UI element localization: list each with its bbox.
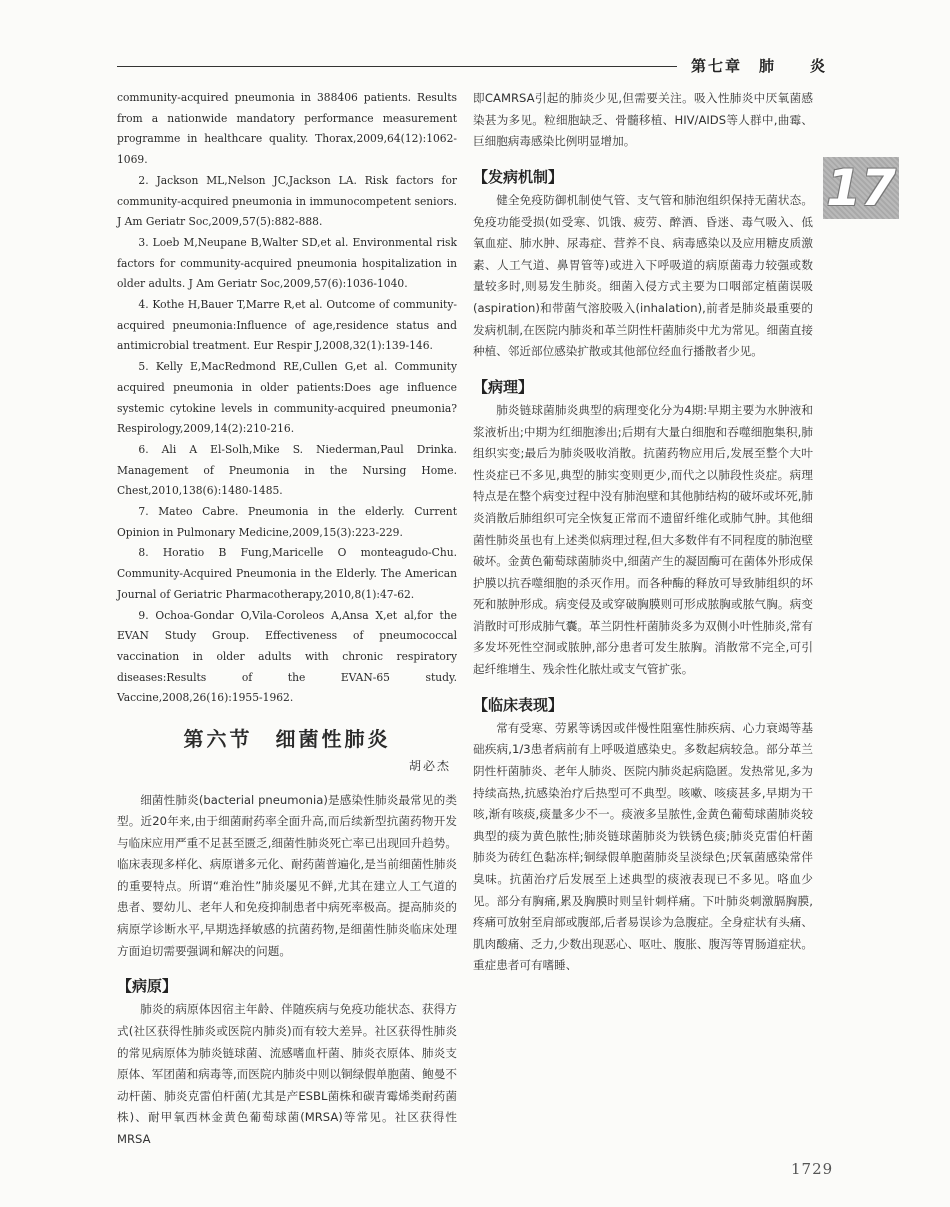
reference-item: 4. Kothe H,Bauer T,Marre R,et al. Outcome of community-acquired pneumonia:Influence of age,residence status and antimicrobial treatment. Eur Respir J,2008,32(1):139-146. <box>117 298 457 353</box>
etiology-heading: 【病原】 <box>117 977 178 996</box>
pathogenesis-heading: 【发病机制】 <box>473 167 564 186</box>
etiology-paragraph: 肺炎的病原体因宿主年龄、伴随疾病与免疫功能状态、获得方式(社区获得性肺炎或医院内肺炎)而有较大差异。社区获得性肺炎的常见病原体为肺炎链球菌、流感嗜血杆菌、肺炎衣原体、肺炎支原体、军团菌和病毒等,而医院内肺炎中则以铜绿假单胞菌、鲍曼不动杆菌、肺炎克雷伯杆菌(尤其是产ESBL菌株和碳青霉烯类耐药菌株)、耐甲氧西林金黄色葡萄球菌(MRSA)等常见。社区获得性MRSA <box>117 1002 457 1147</box>
chapter-tab <box>823 157 899 219</box>
left-column <box>117 88 457 1151</box>
right-column <box>473 88 813 977</box>
reference-item: 9. Ochoa-Gondar O,Vila-Coroleos A,Ansa X,et al,for the EVAN Study Group. Effectiveness of pneumococcal vaccination in older adults with chronic respiratory diseases:Results of the EVAN-65 study. Vaccine,2008,26(16):1955-1962. <box>117 608 457 705</box>
reference-item: 3. Loeb M,Neupane B,Walter SD,et al. Environmental risk factors for community-acquired pneumonia hospitalization in older adults. J Am Geriatr Soc,2009,57(6):1036-1040. <box>117 235 457 291</box>
reference-list <box>117 88 457 709</box>
reference-item: 7. Mateo Cabre. Pneumonia in the elderly. Current Opinion in Pulmonary Medicine,2009,15(3):223-229. <box>117 505 457 539</box>
reference-item: 5. Kelly E,MacRedmond RE,Cullen G,et al. Community acquired pneumonia in older patients:Does age influence systemic cytokine levels in community-acquired pneumonia? Respirology,2009,14(2):210-216. <box>117 360 457 436</box>
clinical-heading: 【临床表现】 <box>473 695 564 714</box>
section-title: 第六节 细菌性肺炎 <box>183 727 391 752</box>
running-head: 第七章 肺 炎 <box>690 57 827 75</box>
section-author: 胡必杰 <box>408 759 451 774</box>
reference-item: 6. Ali A El-Solh,Mike S. Niederman,Paul Drinka. Management of Pneumonia in the Nursing Home. Chest,2010,138(6):1480-1485. <box>117 442 457 498</box>
pathology-heading: 【病理】 <box>473 377 534 396</box>
reference-item: community-acquired pneumonia in 388406 patients. Results from a nationwide mandatory performance measurement programme in healthcare quality. Thorax,2009,64(12):1062-1069. <box>117 91 457 167</box>
reference-item: 8. Horatio B Fung,Maricelle O monteagudo-Chu. Community-Acquired Pneumonia in the Elderly. The American Journal of Geriatric Pharmacotherapy,2010,8(1):47-62. <box>117 546 457 601</box>
clinical-paragraph: 常有受寒、劳累等诱因或伴慢性阻塞性肺疾病、心力衰竭等基础疾病,1/3患者病前有上呼吸道感染史。多数起病较急。部分革兰阴性杆菌肺炎、老年人肺炎、医院内肺炎起病隐匿。发热常见,多为持续高热,抗感染治疗后热型可不典型。咳嗽、咳痰甚多,早期为干咳,渐有咳痰,痰量多少不一。痰液多呈脓性,金黄色葡萄球菌肺炎较典型的痰为黄色脓性;肺炎链球菌肺炎为铁锈色痰;肺炎克雷伯杆菌肺炎为砖红色黏冻样;铜绿假单胞菌肺炎呈淡绿色;厌氧菌感染常伴臭味。抗菌治疗后发展至上述典型的痰液表现已不多见。咯血少见。部分有胸痛,累及胸膜时则呈针刺样痛。下叶肺炎刺激膈胸膜,疼痛可放射至肩部或腹部,后者易误诊为急腹症。全身症状有头痛、肌肉酸痛、乏力,少数出现恶心、呕吐、腹胀、腹泻等胃肠道症状。重症患者可有嗜睡、 <box>473 720 813 973</box>
pathology-paragraph: 肺炎链球菌肺炎典型的病理变化分为4期:早期主要为水肿液和浆液析出;中期为红细胞渗出;后期有大量白细胞和吞噬细胞集积,肺组织实变;最后为肺炎吸收消散。抗菌药物应用后,发展至整个大叶性炎症已不多见,典型的肺实变则更少,而代之以肺段性炎症。病理特点是在整个病变过程中没有肺泡壁和其他肺结构的破坏或坏死,肺炎消散后肺组织可完全恢复正常而不遗留纤维化或肺气肿。其他细菌性肺炎虽也有上述类似病理过程,但大多数伴有不同程度的肺泡壁破坏。金黄色葡萄球菌肺炎中,细菌产生的凝固酶可在菌体外形成保护膜以抗吞噬细胞的杀灭作用。而各种酶的释放可导致肺组织的坏死和脓肿形成。病变侵及或穿破胸膜则可形成脓胸或脓气胸。病变消散时可形成肺气囊。革兰阴性杆菌肺炎多为双侧小叶性肺炎,常有多发坏死性空洞或脓肿,部分患者可发生脓胸。消散常不完全,可引起纤维增生、残余性化脓灶或支气管扩张。 <box>473 402 813 677</box>
etiology-continuation: 即CAMRSA引起的肺炎少见,但需要关注。吸入性肺炎中厌氧菌感染甚为多见。粒细胞缺乏、骨髓移植、HIV/AIDS等人群中,曲霉、巨细胞病毒感染比例明显增加。 <box>473 91 813 149</box>
header-rule <box>117 66 677 67</box>
reference-item: 2. Jackson ML,Nelson JC,Jackson LA. Risk factors for community-acquired pneumonia in immunocompetent seniors. J Am Geriatr Soc,2009,57(5):882-888. <box>117 173 457 229</box>
pathogenesis-paragraph: 健全免疫防御机制使气管、支气管和肺泡组织保持无菌状态。免疫功能受损(如受寒、饥饿、疲劳、醉酒、昏迷、毒气吸入、低氧血症、肺水肿、尿毒症、营养不良、病毒感染以及应用糖皮质激素、人工气道、鼻胃管等)或进入下呼吸道的病原菌毒力较强或数量较多时,则易发生肺炎。细菌入侵方式主要为口咽部定植菌误吸(aspiration)和带菌气溶胶吸入(inhalation),前者是肺炎最重要的发病机制,在医院内肺炎和革兰阴性杆菌肺炎中尤为常见。细菌直接种植、邻近部位感染扩散或其他部位经血行播散者少见。 <box>473 192 813 359</box>
intro-paragraph: 细菌性肺炎(bacterial pneumonia)是感染性肺炎最常见的类型。近20年来,由于细菌耐药率全面升高,而后续新型抗菌药物开发与临床应用严重不足甚至匮乏,细菌性肺炎死亡率已出现回升趋势。临床表现多样化、病原谱多元化、耐药菌普遍化,是当前细菌性肺炎的重要特点。所谓“难治性”肺炎屡见不鲜,尤其在建立人工气道的患者、婴幼儿、老年人和免疫抑制患者中病死率极高。提高肺炎的病原学诊断水平,早期选择敏感的抗菌药物,是细菌性肺炎临床处理方面迫切需要强调和解决的问题。 <box>117 792 457 958</box>
page-number: 1729 <box>791 1160 834 1178</box>
chapter-tab-number: 17 <box>826 159 896 217</box>
